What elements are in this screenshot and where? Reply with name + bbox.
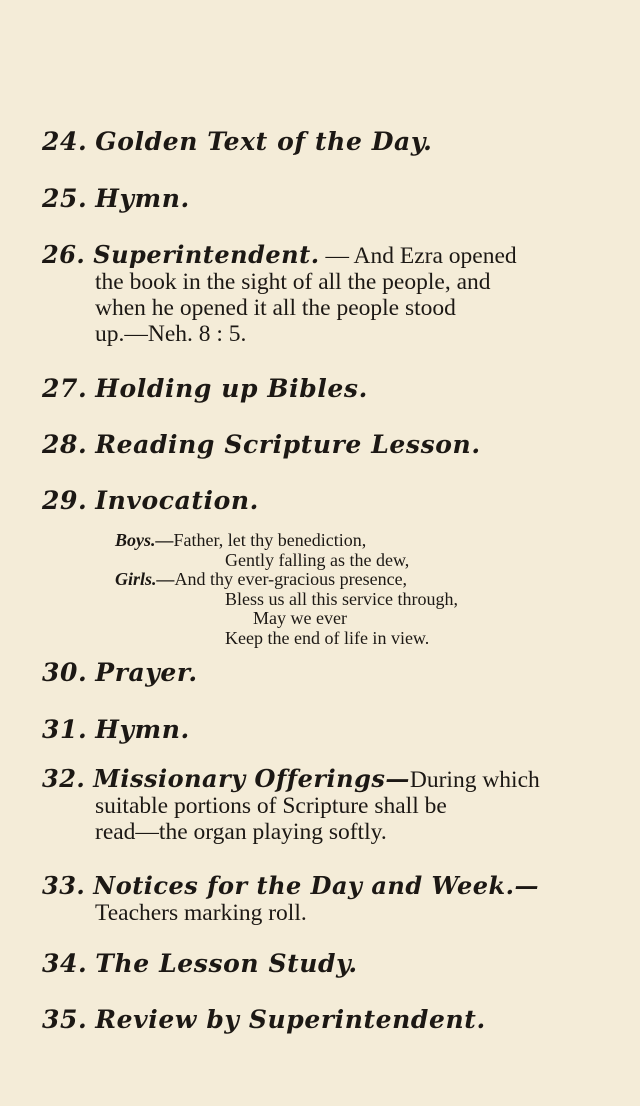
- program-item-31: [42, 716, 598, 744]
- girls-label: Girls.—: [115, 569, 175, 589]
- item-number: 34.: [42, 949, 88, 978]
- program-item-27: [42, 375, 598, 403]
- item-number: 26.: [42, 240, 86, 269]
- item-title: Missionary Offerings—: [93, 764, 410, 793]
- item-title: Review by Superintendent.: [95, 1005, 486, 1034]
- program-item-35: [42, 1006, 598, 1034]
- item-first-text: During which: [409, 767, 540, 793]
- item-title: The Lesson Study.: [95, 949, 358, 978]
- program-item-30: [42, 659, 598, 687]
- item-dash: —: [319, 243, 354, 269]
- item-number: 27.: [42, 374, 88, 403]
- item-continuation-line: Teachers marking roll.: [95, 900, 307, 926]
- invocation-verse: [115, 531, 555, 648]
- item-title: Holding up Bibles.: [95, 374, 368, 403]
- item-title: Hymn.: [95, 184, 190, 213]
- program-item-24: [42, 128, 598, 156]
- item-title: Golden Text of the Day.: [95, 127, 433, 156]
- item-first-text: And Ezra opened: [353, 243, 517, 269]
- item-title: Hymn.: [95, 715, 190, 744]
- program-item-25: [42, 185, 598, 213]
- item-number: 28.: [42, 430, 88, 459]
- boys-label: Boys.—: [115, 530, 174, 550]
- item-first-line: [42, 766, 598, 793]
- verse-line: Bless us all this service through,: [225, 588, 458, 609]
- verse-line: [115, 570, 555, 590]
- item-number: 32.: [42, 764, 86, 793]
- item-title: Reading Scripture Lesson.: [95, 430, 481, 459]
- item-title: Prayer.: [95, 658, 198, 687]
- program-item-29: [42, 487, 598, 515]
- verse-line: May we ever: [253, 608, 347, 628]
- item-continuation-line: when he opened it all the people stood: [95, 295, 456, 321]
- item-first-line: [42, 873, 598, 900]
- item-number: 25.: [42, 184, 88, 213]
- boys-text: Father, let thy benediction,: [173, 530, 367, 550]
- item-number: 24.: [42, 127, 88, 156]
- item-continuation-line: up.—Neh. 8 : 5.: [95, 321, 247, 347]
- item-continuation-line: suitable portions of Scripture shall be: [95, 793, 447, 819]
- program-item-28: [42, 431, 598, 459]
- verse-line: Gently falling as the dew,: [225, 549, 410, 570]
- item-number: 31.: [42, 715, 88, 744]
- item-title: Superintendent.: [93, 240, 320, 269]
- program-item-32: [42, 766, 598, 845]
- item-number: 29.: [42, 486, 88, 515]
- item-continuation-line: read—the organ playing softly.: [95, 819, 387, 845]
- item-title: Notices for the Day and Week.—: [93, 871, 539, 900]
- item-number: 30.: [42, 658, 88, 687]
- verse-line: [115, 531, 555, 551]
- girls-text: And thy ever-gracious presence,: [174, 569, 408, 589]
- item-number: 35.: [42, 1005, 88, 1034]
- verse-line: Keep the end of life in view.: [225, 627, 430, 648]
- program-item-33: [42, 873, 598, 926]
- item-title: Invocation.: [95, 486, 259, 515]
- item-continuation-line: the book in the sight of all the people, and: [95, 269, 491, 295]
- item-first-line: [42, 242, 598, 269]
- item-number: 33.: [42, 871, 86, 900]
- program-item-34: [42, 950, 598, 978]
- program-item-26: [42, 242, 598, 347]
